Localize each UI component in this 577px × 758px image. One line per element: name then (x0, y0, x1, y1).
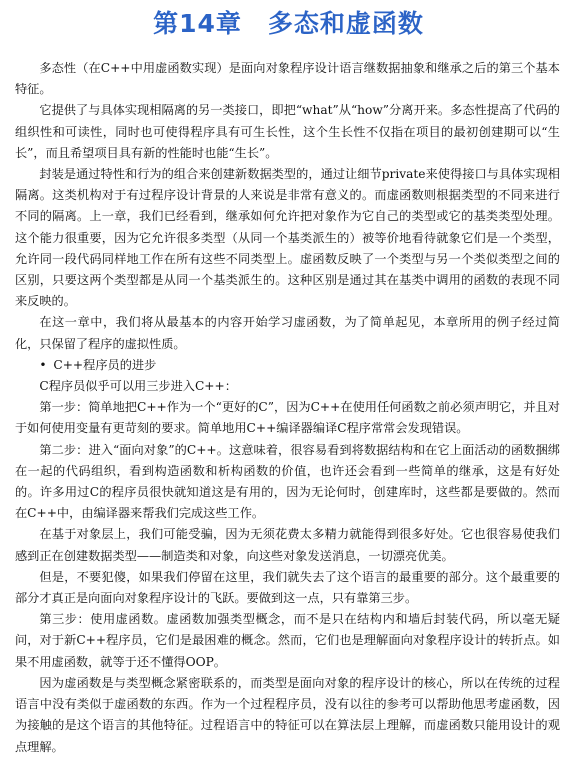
chapter-label: 第14章 (153, 9, 242, 38)
paragraph: 第三步：使用虚函数。虚函数加强类型概念，而不是只在结构内和墙后封装代码，所以毫无疑问，对于新C++程序员，它们是最困难的概念。然而，它们也是理解面向对象程序设计的转折点。如果不用虚函数，就等于还不懂得OOP。 (15, 612, 560, 669)
section-bullet (15, 355, 560, 376)
chapter-title (0, 6, 577, 42)
paragraph: 第二步：进入“面向对象”的C++。这意味着，很容易看到将数据结构和在它上面活动的函数捆绑在一起的代码组织，看到构造函数和析构函数的价值，也许还会看到一些简单的继承，这是有好处的。许多用过C的程序员很快就知道这是有用的，因为无论何时，创建库时，这些都是要做的。然而在C++中，由编译器来帮我们完成这些工作。 (15, 442, 560, 521)
paragraph: 它提供了与具体实现相隔离的另一类接口，即把“what”从“how”分离开来。多态性提高了代码的组织性和可读性，同时也可使得程序具有可生长性，这个生长性不仅指在项目的最初创建期可以“生长”，而且希望项目具有新的性能时也能“生长”。 (15, 103, 560, 160)
paragraph: C程序员似乎可以用三步进入C++： (39, 379, 237, 394)
paragraph: 封装是通过特性和行为的组合来创建新数据类型的，通过让细节private来使得接口与具体实现相隔离。这类机构对于有过程序设计背景的人来说是非常有意义的。而虚函数则根据类型的不同来进行不同的隔离。上一章，我们已经看到，继承如何允许把对象作为它自己的类型或它的基类类型处理。这个能力很重要，因为它允许很多类型（从同一个基类派生的）被等价地看待就象它们是一个类型，允许同一段代码同样地工作在所有这些不同类型上。虚函数反映了一个类型与另一个类似类型之间的区别，只要这两个类型都是从同一个基类派生的。这种区别是通过其在基类中调用的函数的表现不同来反映的。 (15, 167, 560, 309)
paragraph: 但是，不要犯傻，如果我们停留在这里，我们就失去了这个语言的最重要的部分。这个最重要的部分才真正是向面向对象程序设计的飞跃。要做到这一点，只有靠第三步。 (15, 569, 560, 606)
chapter-name: 多态和虚函数 (267, 9, 424, 38)
paragraph: 在这一章中，我们将从最基本的内容开始学习虚函数，为了简单起见，本章所用的例子经过简化，只保留了程序的虚拟性质。 (15, 315, 560, 351)
section-heading: C++程序员的进步 (53, 357, 157, 372)
paragraph: 在基于对象层上，我们可能受骗，因为无须花费太多精力就能得到很多好处。它也很容易使我们感到正在创建数据类型——制造类和对象，向这些对象发送消息，一切漂亮优美。 (15, 527, 560, 563)
paragraph: 多态性（在C++中用虚函数实现）是面向对象程序设计语言继数据抽象和继承之后的第三个基本特征。 (15, 61, 560, 97)
chapter-body (15, 58, 560, 758)
bullet-marker: • (39, 357, 47, 372)
paragraph: 第一步：简单地把C++作为一个“更好的C”，因为C++在使用任何函数之前必须声明它，并且对于如何使用变量有更苛刻的要求。简单地用C++编译器编译C程序常常会发现错误。 (15, 400, 560, 436)
paragraph: 因为虚函数是与类型概念紧密联系的，而类型是面向对象的程序设计的核心，所以在传统的过程语言中没有类似于虚函数的东西。作为一个过程程序员，没有以往的参考可以帮助他思考虚函数，因为接触的是这个语言的其他特征。过程语言中的特征可以在算法层上理解，而虚函数只能用设计的观点理解。 (15, 675, 560, 754)
